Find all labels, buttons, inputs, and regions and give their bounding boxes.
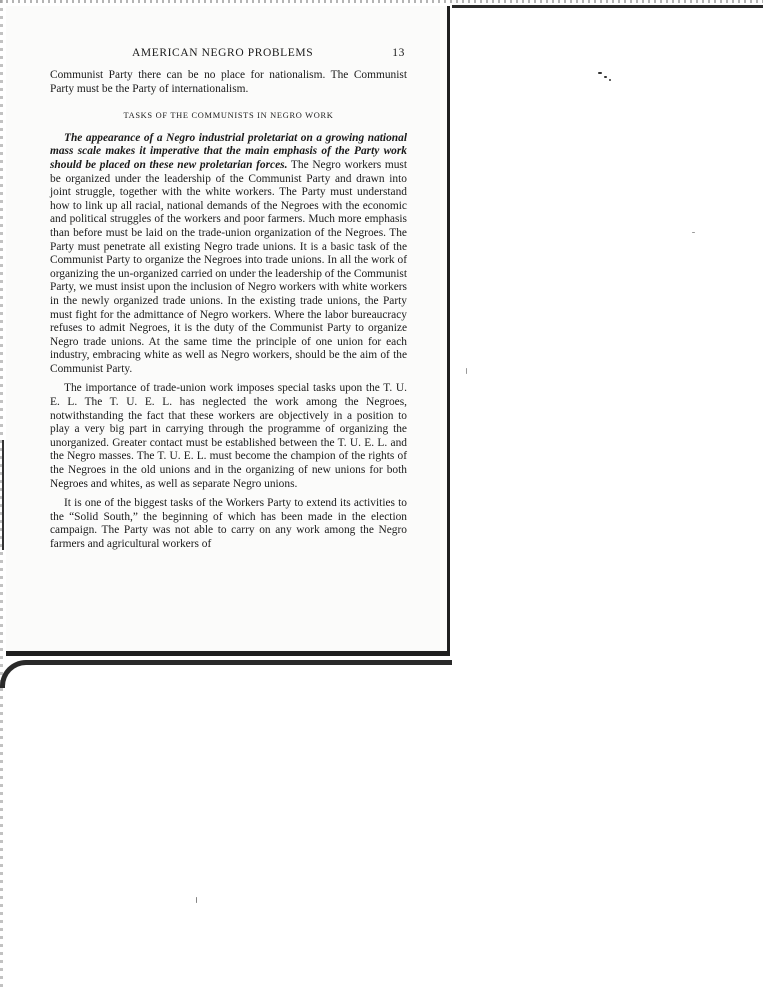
section-heading: TASKS OF THE COMMUNISTS IN NEGRO WORK (123, 111, 334, 121)
running-head (50, 47, 407, 63)
paragraph-tasks-emphasis: The appearance of a Negro industrial proletariat on a growing national mass scale makes it imperative that the main emphasis of the Party work should be placed on these new proletarian forces. (50, 131, 407, 171)
scan-speck (196, 897, 197, 903)
paragraph-tasks (50, 132, 407, 377)
scan-left-binding-mark (2, 440, 4, 550)
paragraph-solid-south: It is one of the biggest tasks of the Workers Party to extend its activities to the “Solid South,” the beginning of which has been made in the election campaign. The Party was not able to carry on any work among the Negro farmers and agricultural workers of (50, 497, 407, 550)
scan-top-right-edge (452, 5, 763, 8)
page-number: 13 (392, 47, 405, 59)
scan-speck (604, 76, 607, 78)
paragraph-continuation: Communist Party there can be no place for nationalism. The Communist Party must be the Party of internationalism. (50, 69, 407, 95)
paragraph-tasks-body: The Negro workers must be organized under the leadership of the Communist Party and drawn into joint struggle, together with the white workers. The Party must understand how to link up all racial, national demands of the Negroes with the economic and political struggles of the workers and poor farmers. Much more emphasis than before must be laid on the trade-union organization of the Negroes. The Party must penetrate all existing Negro trade unions. It is a basic task of the Communist Party to organize the Negroes into trade unions. In all the work of organizing the un-organized carried on under the leadership of the Communist Party, we must insist upon the inclusion of Negro workers with white workers in the newly organized trade unions. In the existing trade unions, the Party must fight for the admittance of Negro workers. Where the labor bureaucracy refuses to admit Negroes, it is the duty of the Communist Party to organize Negro trade unions. At the same time the principle of one union for each industry, embracing white as well as Negro workers, should be the aim of the Communist Party. (50, 158, 408, 375)
page-curl-shadow (0, 660, 452, 688)
scan-speck (598, 72, 602, 74)
scan-speck (609, 79, 611, 81)
scan-speck (466, 368, 467, 374)
page-text (50, 47, 407, 558)
scan-top-edge (0, 0, 763, 3)
running-head-title: AMERICAN NEGRO PROBLEMS (132, 47, 314, 59)
paragraph-tuel: The importance of trade-union work imposes special tasks upon the T. U. E. L. The T. U. E. L. has neglected the work among the Negroes, notwithstanding the fact that these workers are objectively in a position to play a very big part in carrying through the programme of organizing the unorganized. Greater contact must be established between the T. U. E. L. and the Negro masses. The T. U. E. L. must become the champion of the rights of the Negroes in the old unions and in the organizing of new unions for both Negroes and whites, as well as separate Negro unions. (50, 382, 407, 490)
scan-speck (692, 232, 695, 233)
